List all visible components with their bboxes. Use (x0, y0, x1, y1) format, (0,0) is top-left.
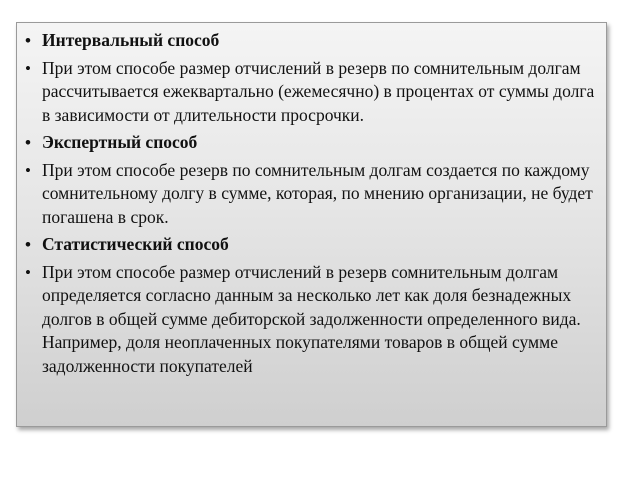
bullet-icon: • (25, 160, 31, 180)
paragraph-text: При этом способе размер отчислений в резерв сомнительным долгам определяется согласно данным за несколько лет как доля безнадежных долгов в общей сумме дебиторской задолженности определенного вида. Например, доля неоплаченных покупателями товаров в общей сумме задолженности покупателей (42, 261, 581, 376)
bullet-icon: • (25, 262, 31, 282)
heading-text: Экспертный способ (42, 132, 198, 152)
bullet-heading-interval (24, 29, 598, 53)
paragraph-text: При этом способе резерв по сомнительным долгам создается по каждому сомнительному долгу в сумме, которая, по мнению организации, не будет погашена в срок. (42, 159, 593, 227)
bullet-icon: • (25, 31, 31, 50)
bullet-list (17, 23, 606, 378)
heading-text: Статистический способ (42, 234, 229, 254)
bullet-text-interval (24, 57, 598, 128)
bullet-text-expert (24, 159, 598, 230)
bullet-heading-expert (24, 131, 598, 155)
bullet-heading-statistical (24, 233, 598, 257)
bullet-icon: • (25, 133, 31, 152)
paragraph-text: При этом способе размер отчислений в резерв по сомнительным долгам рассчитывается ежеквартально (ежемесячно) в процентах от суммы долга в зависимости от длительности просрочки. (42, 57, 595, 125)
bullet-icon: • (25, 58, 31, 78)
slide-content-box (16, 22, 607, 427)
bullet-icon: • (25, 235, 31, 254)
heading-text: Интервальный способ (42, 30, 220, 50)
bullet-text-statistical (24, 261, 598, 379)
